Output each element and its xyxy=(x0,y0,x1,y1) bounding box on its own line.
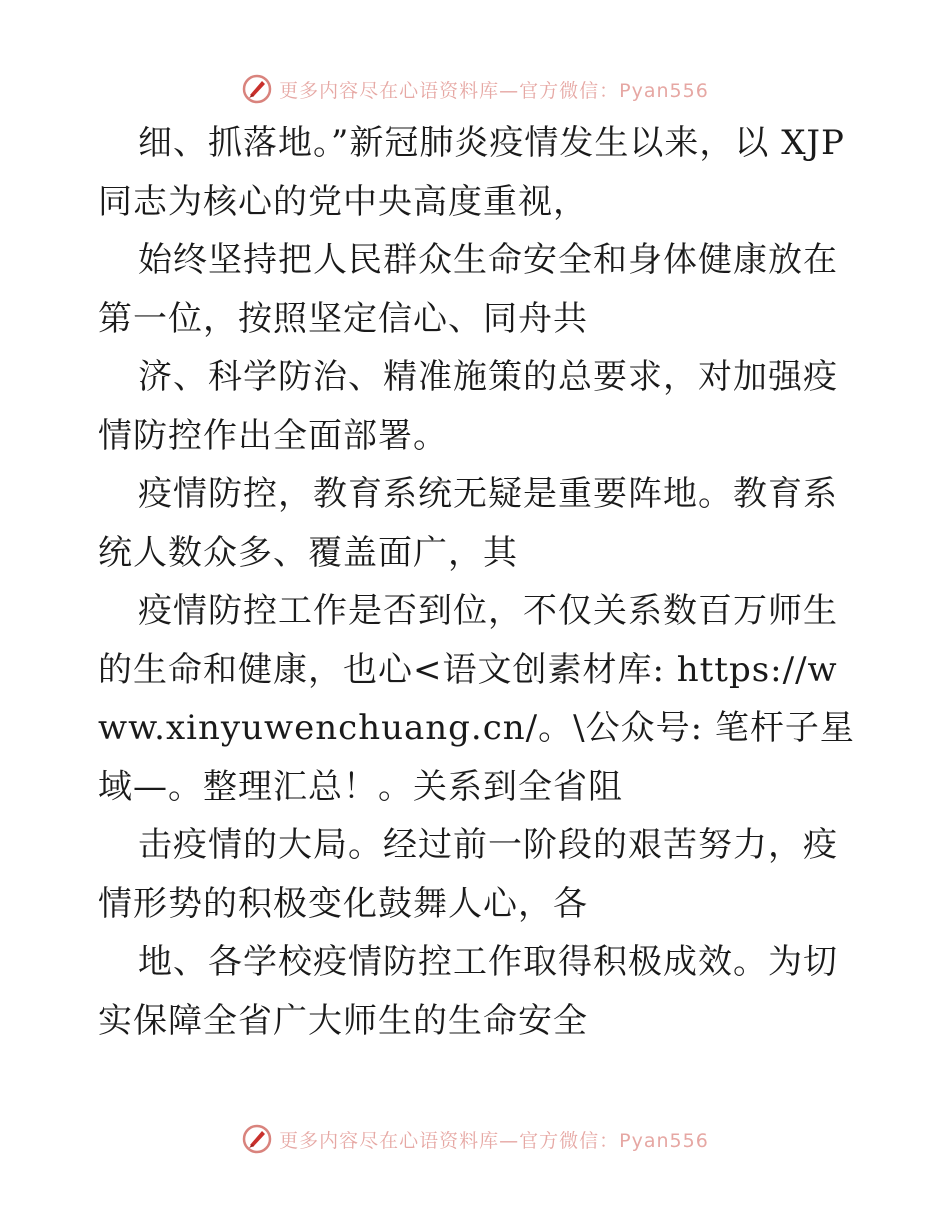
paragraph: 济、科学防治、精准施策的总要求，对加强疫情防控作出全面部署。 xyxy=(98,357,838,456)
watermark-text: 更多内容尽在心语资料库—官方微信：Pyan556 xyxy=(279,79,709,102)
logo-icon xyxy=(241,73,273,105)
paragraph: 地、各学校疫情防控工作取得积极成效。为切实保障全省广大师生的生命安全 xyxy=(98,942,838,1041)
logo-icon xyxy=(241,1123,273,1155)
watermark-text: 更多内容尽在心语资料库—官方微信：Pyan556 xyxy=(279,1129,709,1152)
paragraph: 击疫情的大局。经过前一阶段的艰苦努力，疫情形势的积极变化鼓舞人心，各 xyxy=(98,825,838,924)
paragraph: 细、抓落地。”新冠肺炎疫情发生以来，以 XJP 同志为核心的党中央高度重视， xyxy=(98,123,845,222)
paragraph: 疫情防控工作是否到位，不仅关系数百万师生的生命和健康，也心<语文创素材库: https://www.xinyuwenchuang.cn/。\公众号: 笔杆子星域—。整理汇总！。关系到全省阻 xyxy=(98,591,855,807)
paragraph: 始终坚持把人民群众生命安全和身体健康放在第一位，按照坚定信心、同舟共 xyxy=(98,240,838,339)
paragraph: 疫情防控，教育系统无疑是重要阵地。教育系统人数众多、覆盖面广，其 xyxy=(98,474,838,573)
footer-watermark xyxy=(0,1122,950,1156)
header-watermark xyxy=(0,72,950,106)
document-body xyxy=(98,114,858,1050)
